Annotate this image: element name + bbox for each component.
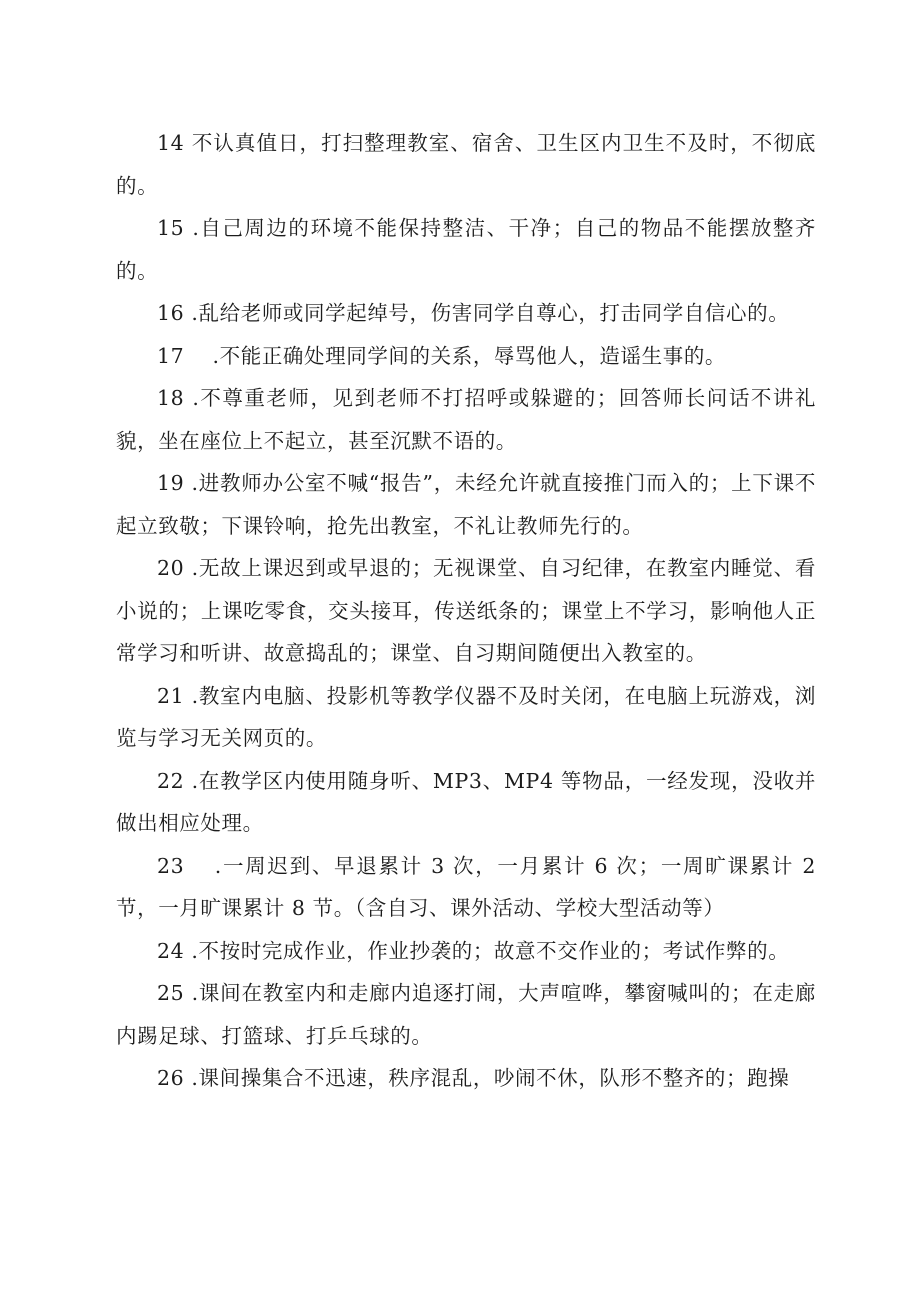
rule-paragraph-18: 18 .不尊重老师，见到老师不打招呼或躲避的；回答师长问话不讲礼貌，坐在座位上不起立，甚至沉默不语的。 bbox=[116, 386, 816, 453]
document-body bbox=[116, 122, 816, 1100]
rule-paragraph-21: 21 .教室内电脑、投影机等教学仪器不及时关闭，在电脑上玩游戏，浏览与学习无关网页的。 bbox=[116, 683, 816, 750]
rule-paragraph-19: 19 .进教师办公室不喊“报告”，未经允许就直接推门而入的；上下课不起立致敬；下课铃响，抢先出教室，不礼让教师先行的。 bbox=[116, 471, 816, 538]
rule-paragraph-24: 24 .不按时完成作业，作业抄袭的；故意不交作业的；考试作弊的。 bbox=[157, 938, 790, 963]
rule-paragraph-17: 17 .不能正确处理同学间的关系，辱骂他人，造谣生事的。 bbox=[157, 343, 727, 368]
rule-paragraph-15: 15 .自己周边的环境不能保持整洁、干净；自己的物品不能摆放整齐的。 bbox=[116, 216, 816, 283]
rule-paragraph-22: 22 .在教学区内使用随身听、MP3、MP4 等物品，一经发现，没收并做出相应处理。 bbox=[116, 768, 816, 835]
rule-paragraph-16: 16 .乱给老师或同学起绰号，伤害同学自尊心，打击同学自信心的。 bbox=[157, 301, 790, 325]
rule-paragraph-23: 23 .一周迟到、早退累计 3 次，一月累计 6 次；一周旷课累计 2 节，一月旷课累计 8 节。（含自习、课外活动、学校大型活动等） bbox=[116, 853, 816, 920]
rule-paragraph-20: 20 .无故上课迟到或早退的；无视课堂、自习纪律，在教室内睡觉、看小说的；上课吃零食，交头接耳，传送纸条的；课堂上不学习，影响他人正常学习和听讲、故意捣乱的；课堂、自习期间随便出入教室的。 bbox=[116, 556, 816, 665]
rule-paragraph-14: 14 不认真值日，打扫整理教室、宿舍、卫生区内卫生不及时，不彻底的。 bbox=[116, 131, 816, 198]
rule-paragraph-25: 25 .课间在教室内和走廊内追逐打闹，大声喧哗，攀窗喊叫的；在走廊内踢足球、打篮球、打乒乓球的。 bbox=[116, 981, 816, 1048]
rule-paragraph-26: 26 .课间操集合不迅速，秩序混乱，吵闹不休，队形不整齐的；跑操 bbox=[157, 1066, 790, 1090]
